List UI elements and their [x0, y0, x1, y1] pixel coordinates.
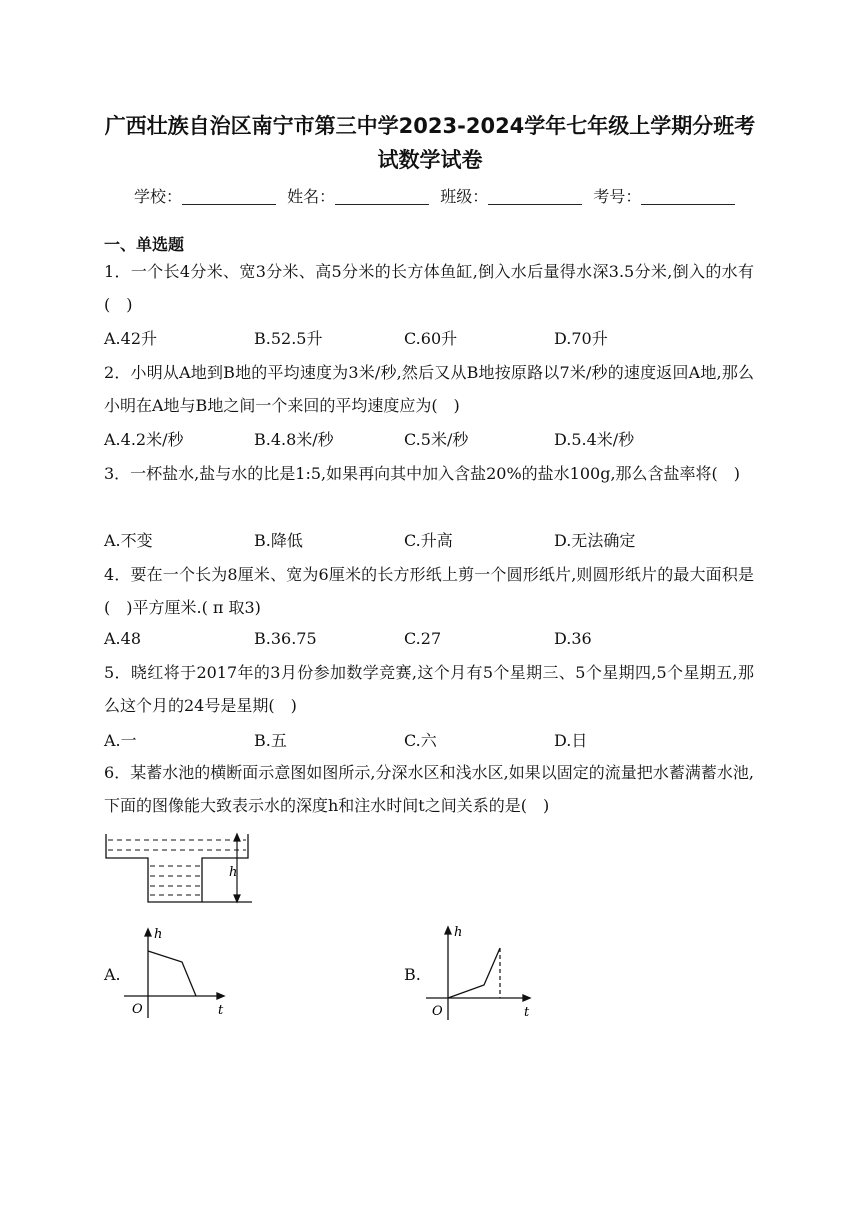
graph-b-y-label: h	[454, 925, 463, 940]
option-c: C.27	[404, 629, 442, 648]
question-2: 2．小明从A地到B地的平均速度为3米/秒,然后又从B地按原路以7米/秒的速度返回A地,那么小明在A地与B地之间一个来回的平均速度应为( )	[104, 363, 754, 415]
school-label: 学校：	[134, 187, 183, 206]
graph-b	[420, 920, 536, 1024]
option-d: D.36	[554, 629, 592, 648]
option-b: B.五	[254, 731, 287, 750]
pool-outline	[106, 834, 248, 902]
option-b: B.36.75	[254, 629, 317, 648]
question-2-options	[104, 427, 754, 451]
graph-a-y-label: h	[154, 927, 163, 942]
option-a: A.一	[104, 731, 137, 750]
question-5: 5．晓红将于2017年的3月份参加数学竞赛,这个月有5个星期三、5个星期四,5个星期五,那么这个月的24号是星期( )	[104, 663, 754, 715]
option-d: D.无法确定	[554, 531, 636, 550]
option-c: C.5米/秒	[404, 430, 469, 449]
class-label: 班级：	[440, 187, 489, 206]
section-heading: 一、单选题	[104, 235, 185, 254]
graph-a-line	[148, 951, 196, 996]
option-b: B.4.8米/秒	[254, 430, 334, 449]
question-1: 1．一个长4分米、宽3分米、高5分米的长方体鱼缸,倒入水后量得水深3.5分米,倒入的水有( )	[104, 262, 754, 314]
option-b: B.降低	[254, 531, 303, 550]
question-3-options	[104, 528, 754, 552]
option-a: A.4.2米/秒	[104, 430, 184, 449]
exam-title-line-1: 广西壮族自治区南宁市第三中学2023-2024学年七年级上学期分班考	[104, 114, 756, 138]
option-d: D.70升	[554, 329, 608, 348]
graph-a	[118, 920, 230, 1022]
option-d: D.日	[554, 731, 588, 750]
option-b: B.52.5升	[254, 329, 323, 348]
graph-b-line	[448, 948, 500, 998]
name-label: 姓名：	[287, 187, 336, 206]
exam-number-blank	[641, 188, 735, 205]
question-1-options	[104, 326, 754, 350]
school-blank	[182, 188, 276, 205]
option-d: D.5.4米/秒	[554, 430, 635, 449]
option-b-label: B.	[404, 965, 421, 984]
question-6: 6．某蓄水池的横断面示意图如图所示,分深水区和浅水区,如果以固定的流量把水蓄满蓄水池,下面的图像能大致表示水的深度h和注水时间t之间关系的是( )	[104, 763, 754, 815]
graph-b-x-label: t	[524, 1005, 530, 1020]
exam-title-line-2: 试数学试卷	[377, 148, 483, 172]
option-c: C.升高	[404, 531, 453, 550]
pool-height-label: h	[229, 865, 238, 880]
question-3: 3．一杯盐水,盐与水的比是1:5,如果再向其中加入含盐20%的盐水100g,那么含盐率将( )	[104, 464, 741, 483]
name-blank	[335, 188, 429, 205]
option-a: A.42升	[104, 329, 158, 348]
class-blank	[488, 188, 582, 205]
question-4: 4．要在一个长为8厘米、宽为6厘米的长方形纸上剪一个圆形纸片,则圆形纸片的最大面积是( )平方厘米.( π 取3)	[104, 565, 754, 617]
water-lines	[108, 840, 246, 895]
option-a: A.48	[104, 629, 141, 648]
exam-number-label: 考号：	[593, 187, 642, 206]
graph-b-origin-label: O	[432, 1004, 443, 1019]
pool-cross-section-figure	[98, 830, 268, 910]
graph-a-origin-label: O	[132, 1002, 143, 1017]
question-4-options	[104, 629, 754, 653]
option-a-label: A.	[104, 965, 121, 984]
option-a: A.不变	[104, 531, 153, 550]
option-c: C.60升	[404, 329, 458, 348]
graph-a-x-label: t	[218, 1003, 224, 1018]
student-info-line	[134, 184, 741, 207]
question-5-options	[104, 728, 754, 752]
option-c: C.六	[404, 731, 437, 750]
